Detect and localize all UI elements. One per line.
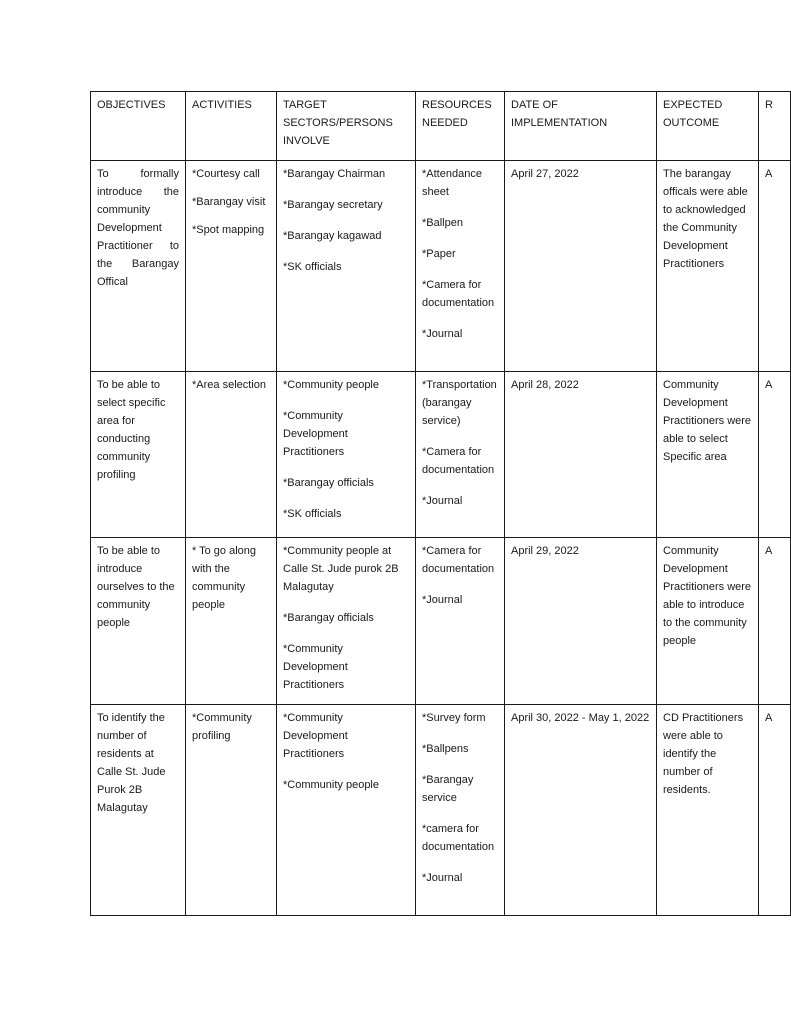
activity-item: *Community profiling <box>192 712 252 742</box>
table-row <box>91 372 791 538</box>
target-item: *Community people at Calle St. Jude purok 2B Malagutay <box>283 545 399 593</box>
resource-item: *Journal <box>422 872 463 884</box>
activities-cell <box>186 538 277 705</box>
table-row <box>91 705 791 916</box>
resource-item: *Journal <box>422 594 463 606</box>
activity-item: *Spot mapping <box>192 224 265 236</box>
outcome-cell: Community Development Practitioners were able to select Specific area <box>657 372 759 538</box>
remarks-cell: A <box>759 705 791 916</box>
remarks-cell: A <box>759 161 791 372</box>
date-cell: April 27, 2022 <box>505 161 657 372</box>
table-row <box>91 161 791 372</box>
target-item: *Barangay kagawad <box>283 230 382 242</box>
outcome-cell: CD Practitioners were able to identify the number of residents. <box>657 705 759 916</box>
target-item: *Community Development Practitioners <box>283 643 348 691</box>
target-item: *Community Development Practitioners <box>283 410 348 458</box>
resource-item: *Transportation (barangay service) <box>422 379 497 427</box>
action-plan-table <box>90 91 791 916</box>
remarks-cell: A <box>759 538 791 705</box>
resource-item: *Camera for documentation <box>422 279 495 309</box>
resources-cell <box>416 705 505 916</box>
activity-item: *Barangay visit <box>192 196 266 208</box>
header-date-of-implementation: DATE OF IMPLEMENTATION <box>505 92 657 161</box>
activity-item: *Courtesy call <box>192 168 260 180</box>
target-item: *SK officials <box>283 261 342 273</box>
target-item: *Barangay officials <box>283 477 374 489</box>
resource-item: *Ballpen <box>422 217 463 229</box>
targets-cell <box>277 372 416 538</box>
outcome-cell: Community Development Practitioners were able to introduce to the community people <box>657 538 759 705</box>
table-row <box>91 538 791 705</box>
targets-cell <box>277 161 416 372</box>
target-item: *Community people <box>283 379 379 391</box>
resources-cell <box>416 372 505 538</box>
objective-cell: To formally introduce the community Development Practitioner to the Barangay Offical <box>91 161 186 372</box>
resources-cell <box>416 161 505 372</box>
resource-item: *Barangay service <box>422 774 474 804</box>
date-cell: April 28, 2022 <box>505 372 657 538</box>
activity-item: *Area selection <box>192 379 266 391</box>
resource-item: *camera for documentation <box>422 823 495 853</box>
activities-cell <box>186 705 277 916</box>
resources-cell <box>416 538 505 705</box>
header-resources-needed: RESOURCES NEEDED <box>416 92 505 161</box>
resource-item: *Journal <box>422 495 463 507</box>
date-cell: April 30, 2022 - May 1, 2022 <box>505 705 657 916</box>
resource-item: *Survey form <box>422 712 486 724</box>
header-activities: ACTIVITIES <box>186 92 277 161</box>
resource-item: *Journal <box>422 328 463 340</box>
table-header-row <box>91 92 791 161</box>
objective-cell: To identify the number of residents at Calle St. Jude Purok 2B Malagutay <box>91 705 186 916</box>
target-item: *Barangay Chairman <box>283 168 386 180</box>
activities-cell <box>186 372 277 538</box>
remarks-cell: A <box>759 372 791 538</box>
activities-cell <box>186 161 277 372</box>
targets-cell <box>277 705 416 916</box>
header-target-sectors: TARGET SECTORS/PERSONS INVOLVE <box>277 92 416 161</box>
date-cell: April 29, 2022 <box>505 538 657 705</box>
header-objectives: OBJECTIVES <box>91 92 186 161</box>
resource-item: *Camera for documentation <box>422 446 495 476</box>
resource-item: *Ballpens <box>422 743 469 755</box>
resource-item: *Attendance sheet <box>422 168 482 198</box>
resource-item: *Camera for documentation <box>422 545 495 575</box>
header-expected-outcome: EXPECTED OUTCOME <box>657 92 759 161</box>
objective-cell: To be able to select specific area for conducting community profiling <box>91 372 186 538</box>
resource-item: *Paper <box>422 248 456 260</box>
target-item: *SK officials <box>283 508 342 520</box>
target-item: *Barangay officials <box>283 612 374 624</box>
outcome-cell: The barangay officals were able to acknowledged the Community Development Practitioners <box>657 161 759 372</box>
header-remarks: R <box>759 92 791 161</box>
targets-cell <box>277 538 416 705</box>
target-item: *Community people <box>283 779 379 791</box>
objective-cell: To be able to introduce ourselves to the community people <box>91 538 186 705</box>
activity-item: * To go along with the community people <box>192 545 257 611</box>
target-item: *Community Development Practitioners <box>283 712 348 760</box>
target-item: *Barangay secretary <box>283 199 383 211</box>
